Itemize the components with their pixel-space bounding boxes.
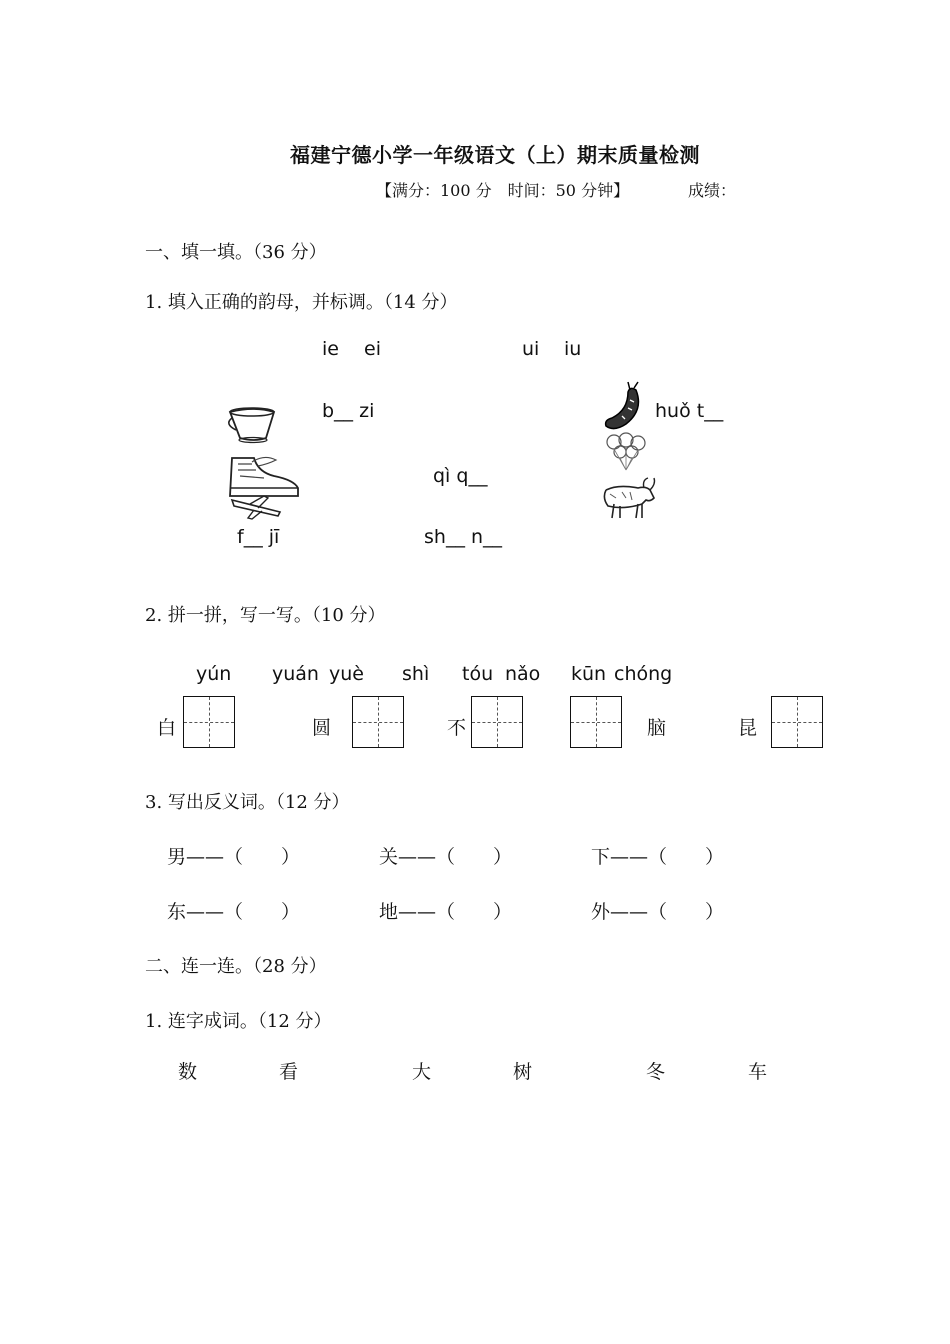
balloons-icon — [602, 432, 650, 472]
fill-item-qi-qiu[interactable]: qì q__ — [433, 465, 488, 487]
connect-char-da[interactable]: 大 — [412, 1061, 432, 1083]
section1-heading: 一、填一填。（36 分） — [145, 242, 327, 263]
connect-char-shu[interactable]: 数 — [178, 1061, 198, 1083]
char-nao: 脑 — [647, 717, 667, 739]
writing-grid-3[interactable] — [471, 696, 523, 748]
char-bu: 不 — [447, 717, 467, 739]
char-yuan: 圆 — [312, 717, 332, 739]
writing-grid-2[interactable] — [352, 696, 404, 748]
sausage-icon — [600, 380, 646, 434]
fill-item-shui-niu[interactable]: sh__ n__ — [424, 526, 503, 548]
writing-grid-4[interactable] — [570, 696, 622, 748]
buffalo-icon — [598, 476, 658, 522]
writing-grid-5[interactable] — [771, 696, 823, 748]
q3-heading: 3. 写出反义词。（12 分） — [145, 792, 350, 813]
exam-info: 【满分：100 分 时间：50 分钟】 — [376, 181, 630, 200]
pinyin-yuan: yuán — [272, 663, 319, 685]
pinyin-tou: tóu — [462, 663, 494, 685]
pinyin-yue: yuè — [329, 663, 364, 685]
fill-item-fei-ji[interactable]: f__ jī — [237, 526, 280, 548]
page-title: 福建宁德小学一年级语文（上）期末质量检测 — [290, 143, 700, 167]
char-kun: 昆 — [738, 717, 758, 739]
char-bai: 白 — [157, 717, 177, 739]
writing-grid-1[interactable] — [183, 696, 235, 748]
connect-char-shu-tree[interactable]: 树 — [513, 1061, 533, 1083]
section2-heading: 二、连一连。（28 分） — [145, 956, 327, 977]
fill-item-bei-zi[interactable]: b__ zi — [322, 400, 375, 422]
antonym-guan[interactable]: 关——（ ） — [379, 846, 513, 868]
q2-heading: 2. 拼一拼，写一写。（10 分） — [145, 605, 386, 626]
option-ui: ui — [522, 338, 540, 360]
antonym-dong[interactable]: 东——（ ） — [167, 901, 301, 923]
cup-icon — [226, 404, 282, 444]
antonym-nan[interactable]: 男——（ ） — [167, 846, 301, 868]
pinyin-nao: nǎo — [505, 663, 541, 685]
q1-heading: 1. 填入正确的韵母，并标调。（14 分） — [145, 292, 458, 313]
option-iu: iu — [564, 338, 582, 360]
connect-char-kan[interactable]: 看 — [279, 1061, 299, 1083]
antonym-wai[interactable]: 外——（ ） — [591, 901, 725, 923]
option-ie: ie — [322, 338, 339, 360]
s2-q1-heading: 1. 连字成词。（12 分） — [145, 1011, 332, 1032]
connect-char-che[interactable]: 车 — [748, 1061, 768, 1083]
antonym-xia[interactable]: 下——（ ） — [591, 846, 725, 868]
pinyin-kun: kūn — [571, 663, 607, 685]
antonym-di[interactable]: 地——（ ） — [379, 901, 513, 923]
fill-item-huo-tui[interactable]: huǒ t__ — [655, 400, 724, 422]
score-label: 成绩： — [688, 181, 737, 200]
pinyin-yun: yún — [196, 663, 232, 685]
pinyin-chong: chóng — [614, 663, 673, 685]
pinyin-shi: shì — [402, 663, 430, 685]
connect-char-dong[interactable]: 冬 — [646, 1061, 666, 1083]
airplane-icon — [228, 494, 286, 520]
option-ei: ei — [364, 338, 381, 360]
